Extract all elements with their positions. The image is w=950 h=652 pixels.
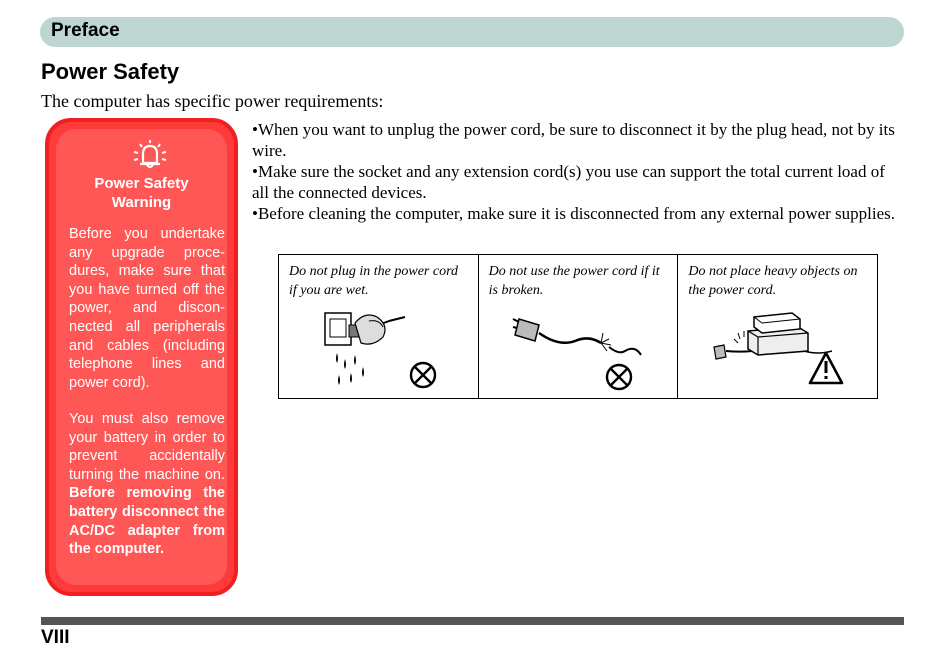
- warning-title: Power Safety Warning: [94, 175, 189, 211]
- power-safety-warning-box: [45, 118, 238, 596]
- warning-paragraph-2-text: You must also remove your battery in order to prevent accidentally turning the machine on.: [69, 411, 225, 483]
- warning-paragraph-1: Before you undertake any upgrade procedures, make sure that you have turned off the power, and disconnected all peripherals and cables (including telephone lines and power cord).: [69, 226, 225, 391]
- warning-paragraph-2: [69, 410, 225, 559]
- bullet-item: •Make sure the socket and any extension cord(s) you use can support the total current load of all the connected devices.: [252, 162, 885, 202]
- safety-card-wet: [279, 255, 479, 398]
- wet-hands-plug-prohibited-icon: [309, 307, 449, 393]
- card-caption: Do not place heavy objects on the power cord.: [688, 264, 858, 298]
- intro-text: The computer has specific power requirements:: [41, 91, 384, 111]
- heavy-object-warning-icon: [708, 307, 848, 393]
- footer-rule: [41, 617, 904, 627]
- safety-card-broken-cord: [479, 255, 679, 398]
- header-bar: [40, 17, 904, 47]
- warning-panel: [56, 129, 227, 585]
- safety-illustration-table: [278, 254, 878, 399]
- alarm-bell-icon: [131, 139, 169, 169]
- bullet-item: •Before cleaning the computer, make sure it is disconnected from any external power supplies.: [252, 204, 896, 223]
- section-title: Power Safety: [41, 59, 180, 84]
- broken-cord-prohibited-icon: [509, 307, 649, 393]
- safety-bullet-list: [252, 119, 904, 224]
- safety-card-heavy-objects: [678, 255, 877, 398]
- card-caption: Do not plug in the power cord if you are wet.: [289, 264, 459, 298]
- header-title: Preface: [51, 20, 120, 41]
- page-number: VIII: [41, 627, 70, 648]
- card-caption: Do not use the power cord if it is broken.: [488, 264, 660, 298]
- warning-paragraph-2-bold: Before removing the battery disconnect the AC/DC adapter from the computer.: [69, 485, 225, 558]
- bullet-item: •When you want to unplug the power cord, be sure to disconnect it by the plug head, not by its wire.: [252, 120, 895, 160]
